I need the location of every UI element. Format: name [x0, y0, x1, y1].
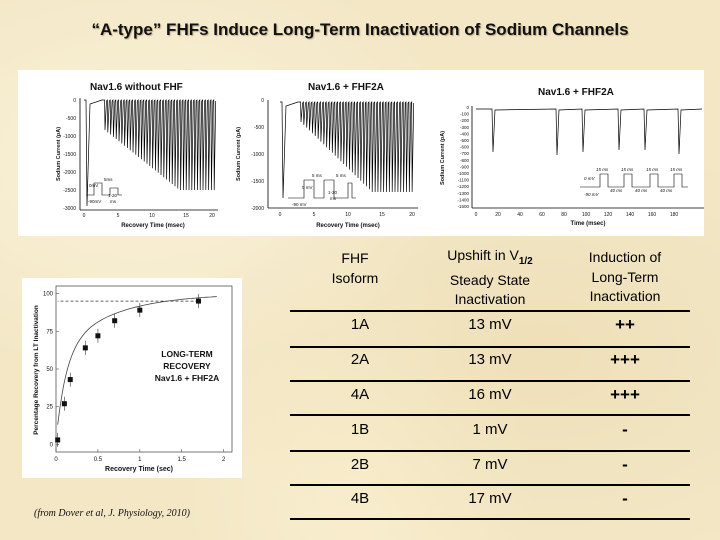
trace-2-x-ticks — [279, 212, 415, 218]
row-induction: - — [622, 455, 628, 474]
row-isoform: 1A — [350, 316, 370, 333]
trace-1-ytick: -1000 — [63, 134, 76, 140]
current-traces-panel — [18, 70, 704, 236]
trace-1-ytick: -3000 — [63, 206, 76, 212]
trace-2-ytick: 0 — [261, 98, 264, 104]
recovery-data-point — [95, 333, 100, 338]
table-rule — [290, 380, 690, 382]
trace-3-protocol-label: 0 mV — [584, 176, 595, 181]
row-upshift: 1 mV — [472, 421, 508, 438]
recovery-plot-panel — [22, 278, 242, 478]
trace-3-protocol-label: 15 ms — [670, 167, 683, 172]
header-line: Isoform — [331, 270, 379, 286]
trace-2-xtick: 20 — [409, 212, 415, 218]
trace-3-ytick: -800 — [459, 157, 469, 163]
trace-2-ytick: -500 — [253, 125, 264, 131]
recovery-xlabel: Recovery Time (sec) — [105, 466, 173, 473]
trace-2-protocol-label: ms — [330, 196, 336, 201]
header-line: Inactivation — [589, 288, 661, 304]
trace-3-ylabel: Sodium Current (pA) — [440, 130, 446, 186]
recovery-ytick: 0 — [49, 442, 53, 449]
recovery-data-point — [55, 437, 60, 442]
recovery-ytick: 25 — [46, 404, 53, 411]
recovery-plot-svg — [22, 278, 242, 478]
header-line — [420, 246, 560, 271]
trace-plot-3 — [440, 87, 704, 227]
header-text: Upshift in V — [447, 247, 519, 263]
trace-3-protocol-label: 15 ms — [621, 167, 634, 172]
row-isoform: 2A — [350, 351, 370, 368]
row-upshift: 13 mV — [468, 351, 512, 368]
recovery-ytick: 100 — [42, 291, 53, 298]
trace-3-xtick: 120 — [603, 212, 613, 218]
trace-3-ytick: -1100 — [457, 177, 469, 183]
recovery-data-point — [112, 318, 117, 323]
trace-3-xlabel: Time (msec) — [570, 221, 606, 227]
trace-3-ytick: -400 — [459, 131, 469, 137]
recovery-ylabel: Percentage Recovery from LT Inactivation — [33, 305, 40, 435]
trace-1-y-ticks — [63, 98, 76, 212]
trace-1-ytick: -1500 — [63, 152, 76, 158]
trace-3-ytick: -1400 — [457, 197, 469, 203]
trace-2-current — [280, 102, 414, 198]
trace-3-xtick: 20 — [495, 212, 501, 218]
recovery-legend — [155, 349, 220, 383]
trace-1-protocol-label: 1-20 — [108, 193, 118, 198]
header-line: Long-Term — [591, 268, 659, 285]
trace-plot-2 — [236, 82, 418, 229]
row-isoform: 4B — [350, 490, 370, 507]
trace-3-xtick: 40 — [517, 212, 523, 218]
row-isoform: 4A — [350, 386, 370, 403]
trace-3-protocol-label: 40 ms — [610, 188, 623, 193]
trace-3-protocol-label: 15 ms — [646, 167, 659, 172]
current-traces-svg — [18, 70, 704, 236]
trace-3-y-ticks — [457, 105, 469, 209]
trace-1-protocol-label: -90mV — [88, 199, 102, 204]
trace-1-xtick: 10 — [149, 213, 155, 219]
trace-3-protocol-inset — [580, 167, 688, 197]
recovery-xtick: 0 — [54, 457, 58, 463]
trace-3-title: Nav1.6 + FHF2A — [538, 87, 614, 98]
table-rule — [290, 518, 690, 520]
trace-2-ylabel: Sodium Current (pA) — [236, 126, 242, 182]
row-induction: - — [622, 420, 628, 439]
trace-2-xtick: 15 — [379, 212, 385, 218]
row-induction: - — [622, 489, 628, 508]
trace-2-protocol-label: -90 mV — [292, 202, 307, 207]
recovery-xtick: 1 — [138, 457, 142, 463]
trace-2-ytick: -2000 — [251, 206, 264, 212]
trace-plot-1 — [56, 82, 218, 229]
trace-3-ytick: -1000 — [457, 171, 469, 176]
trace-3-ytick: -1200 — [457, 184, 469, 190]
trace-3-ytick: -1300 — [457, 190, 469, 196]
recovery-ytick: 75 — [46, 329, 53, 336]
trace-3-ytick: -100 — [459, 111, 469, 117]
recovery-data-point — [62, 401, 67, 406]
trace-1-ytick: -2000 — [63, 170, 76, 176]
trace-1-title: Nav1.6 without FHF — [90, 82, 183, 93]
trace-1-current — [84, 100, 216, 206]
recovery-xtick: 2 — [221, 457, 226, 463]
trace-1-ylabel: Sodium Current (pA) — [56, 126, 62, 182]
table-rule — [290, 450, 690, 452]
trace-1-xtick: 0 — [82, 213, 86, 219]
trace-1-xtick: 15 — [183, 213, 189, 219]
trace-3-current — [476, 109, 702, 155]
trace-2-title: Nav1.6 + FHF2A — [308, 82, 384, 93]
trace-1-ytick: -500 — [65, 116, 76, 122]
recovery-xtick: 1.5 — [177, 457, 186, 463]
recovery-legend-line: Nav1.6 + FHF2A — [154, 373, 220, 383]
row-induction: +++ — [610, 385, 640, 404]
trace-2-xtick: 0 — [278, 212, 282, 218]
slide-title: “A-type” FHFs Induce Long-Term Inactivation of Sodium Channels — [91, 20, 629, 39]
trace-3-protocol-label: 15 ms — [596, 167, 609, 172]
trace-3-x-ticks — [475, 212, 679, 218]
trace-3-xtick: 80 — [561, 212, 567, 218]
trace-1-protocol-inset — [86, 177, 122, 204]
trace-2-ytick: -1500 — [251, 179, 264, 185]
trace-1-xtick: 20 — [209, 213, 215, 219]
trace-2-protocol-label: 5 ms — [336, 173, 346, 178]
trace-3-ytick: -200 — [459, 118, 469, 124]
trace-2-protocol-label: 1-20 — [328, 190, 338, 195]
recovery-legend-line: LONG-TERM — [161, 349, 213, 359]
trace-2-protocol-inset — [288, 173, 356, 207]
trace-3-ytick: -1500 — [457, 204, 469, 209]
header-induction — [560, 248, 690, 307]
table-rule — [290, 346, 690, 348]
header-line: Steady State — [449, 271, 531, 288]
recovery-data-point — [196, 299, 201, 304]
trace-1-protocol-label: ms — [110, 199, 116, 204]
row-isoform: 1B — [350, 421, 370, 438]
trace-1-protocol-label: 5ms — [104, 177, 113, 182]
recovery-xtick: 0.5 — [93, 457, 103, 463]
recovery-data-point — [83, 345, 88, 350]
row-induction: +++ — [610, 350, 640, 369]
row-upshift: 17 mV — [468, 490, 512, 507]
citation: (from Dover et al, J. Physiology, 2010) — [34, 508, 190, 519]
header-upshift — [420, 246, 560, 309]
row-upshift: 7 mV — [472, 456, 508, 473]
recovery-ytick: 50 — [46, 367, 53, 373]
trace-3-xtick: 100 — [581, 212, 591, 218]
trace-1-xlabel: Recovery Time (msec) — [121, 223, 185, 229]
recovery-data-point — [68, 377, 73, 382]
row-upshift: 16 mV — [468, 386, 512, 403]
trace-2-ytick: -1000 — [251, 152, 264, 158]
trace-2-xtick: 10 — [345, 212, 351, 218]
header-subscript: 1/2 — [518, 255, 533, 267]
trace-1-ytick: -2500 — [63, 188, 76, 194]
trace-1-xtick: 5 — [116, 213, 120, 219]
recovery-data-point — [137, 308, 142, 313]
header-fhf-isoform — [290, 248, 420, 288]
trace-3-ytick: -900 — [459, 164, 469, 170]
trace-3-xtick: 60 — [539, 212, 545, 218]
header-line: Inactivation — [454, 290, 526, 307]
recovery-plot-x-ticks — [54, 457, 226, 463]
row-isoform: 2B — [350, 456, 370, 473]
recovery-plot-y-ticks — [43, 292, 54, 449]
trace-3-xtick: 0 — [474, 212, 478, 218]
trace-2-xtick: 5 — [312, 212, 316, 218]
trace-3-xtick: 160 — [647, 212, 657, 218]
row-upshift: 13 mV — [468, 316, 512, 333]
trace-3-ytick: -600 — [459, 144, 469, 150]
trace-1-ytick: 0 — [73, 98, 76, 104]
table-rule — [290, 310, 690, 312]
trace-1-protocol-label: 0mV — [89, 183, 99, 188]
trace-3-ytick: -300 — [459, 124, 469, 130]
header-line: FHF — [341, 250, 369, 266]
table-rule — [290, 414, 690, 416]
trace-3-ytick: -700 — [459, 151, 469, 157]
trace-3-ytick: -500 — [459, 138, 469, 143]
trace-2-protocol-label: 0 mV — [302, 185, 313, 190]
row-induction: ++ — [615, 315, 635, 334]
trace-1-x-ticks — [83, 213, 215, 219]
trace-3-protocol-label: 40 ms — [660, 188, 673, 193]
trace-2-y-ticks — [251, 98, 264, 212]
trace-3-xtick: 140 — [625, 212, 635, 218]
trace-3-xtick: 180 — [669, 212, 679, 218]
trace-3-ytick: 0 — [466, 105, 469, 110]
recovery-legend-line: RECOVERY — [163, 361, 211, 371]
header-line: Induction of — [588, 249, 662, 265]
trace-3-protocol-label: 40 ms — [635, 188, 648, 193]
trace-2-protocol-label: 5 ms — [312, 173, 322, 178]
table-rule — [290, 484, 690, 486]
trace-2-xlabel: Recovery Time (msec) — [316, 223, 380, 229]
trace-3-protocol-label: -90 mV — [584, 192, 599, 197]
